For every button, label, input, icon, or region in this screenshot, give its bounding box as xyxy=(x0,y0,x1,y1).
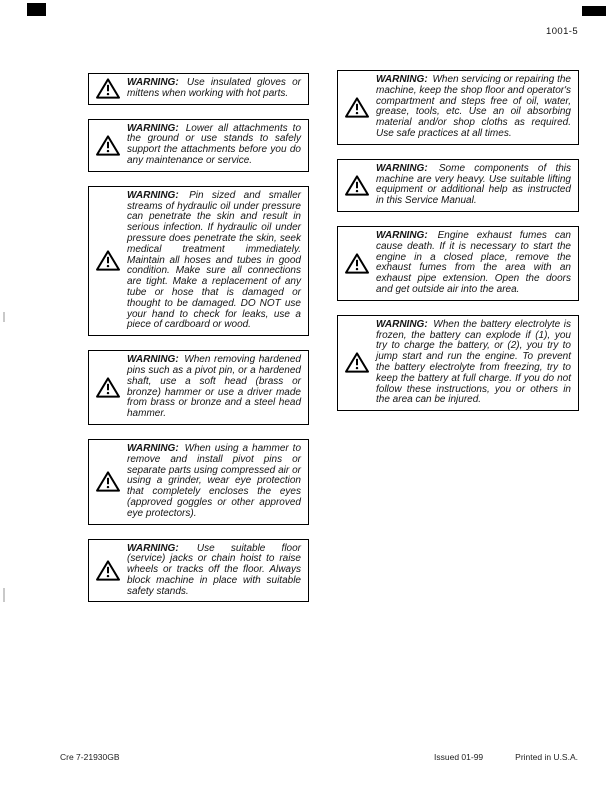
warning-text xyxy=(127,444,301,520)
warning-label: WARNING: xyxy=(127,122,179,134)
warning-triangle-icon xyxy=(342,175,372,196)
warning-text xyxy=(376,164,571,207)
warning-body-text: Use insulated gloves or mittens when working with hot parts. xyxy=(127,77,301,99)
warning-body-text: Lower all attachments to the ground or use stands to safely support the attachments before you do any maintenance or service. xyxy=(127,122,302,166)
warning-label: WARNING: xyxy=(376,162,428,174)
footer-right-group xyxy=(434,752,578,762)
warning-label: WARNING: xyxy=(127,189,179,201)
warning-label: WARNING: xyxy=(376,318,428,330)
warning-box xyxy=(88,186,309,336)
left-column xyxy=(88,73,309,616)
warning-box xyxy=(337,70,579,145)
warning-label: WARNING: xyxy=(127,442,179,454)
scan-artifact-top-left xyxy=(27,3,46,16)
warning-text xyxy=(127,544,301,598)
footer-doc-code: Cre 7-21930GB xyxy=(60,752,120,762)
warning-triangle-icon xyxy=(342,253,372,274)
warning-label: WARNING: xyxy=(127,77,179,88)
warning-body-text: When using a hammer to remove and install pivot pins or separate parts using compressed air or using a grinder, wear eye protection that completely encloses the eyes (approved goggles or other approved eye protectors). xyxy=(127,442,302,519)
warning-body-text: Some components of this machine are very heavy. Use suitable lifting equipment or additional help as instructed in this Service Manual. xyxy=(376,162,572,207)
warning-triangle-icon xyxy=(93,471,123,492)
warning-text xyxy=(127,355,301,420)
warning-text xyxy=(127,78,301,100)
warning-box xyxy=(88,119,309,172)
warning-body-text: Pin sized and smaller streams of hydraulic oil under pressure can penetrate the skin and result in serious infection. If hydraulic oil under pressure does penetrate the skin, seek medical treatment immediately. Maintain all hoses and tubes in good condition. Make sure all connections are tight. Make a replacement of any tube or hose that is damaged or thought to be damaged. DO NOT use your hand to check for leaks, use a piece of cardboard or wood. xyxy=(127,189,301,331)
warning-box xyxy=(88,439,309,525)
warning-box xyxy=(88,539,309,603)
warning-triangle-icon xyxy=(93,135,123,156)
warning-box xyxy=(88,350,309,425)
warning-label: WARNING: xyxy=(376,74,428,85)
warning-triangle-icon xyxy=(93,377,123,398)
warning-box xyxy=(337,315,579,411)
right-column xyxy=(337,70,579,425)
footer-printed-in: Printed in U.S.A. xyxy=(515,752,578,762)
warning-text xyxy=(127,124,301,167)
page-number: 1001-5 xyxy=(546,26,578,37)
warning-triangle-icon xyxy=(93,78,123,99)
footer-issued-date: Issued 01-99 xyxy=(434,752,484,762)
warning-label: WARNING: xyxy=(127,542,179,554)
warning-box xyxy=(337,159,579,212)
warning-label: WARNING: xyxy=(127,354,179,366)
warning-box xyxy=(337,226,579,301)
warning-text xyxy=(127,191,301,331)
warning-triangle-icon xyxy=(93,560,123,581)
warning-box xyxy=(88,73,309,105)
scan-artifact-top-right xyxy=(582,6,606,16)
warning-body-text: Engine exhaust fumes can cause death. If it is necessary to start the engine in a closed place, remove the exhaust fumes from the area with an exhaust pipe extension. Open the doors and get outside air into the area. xyxy=(376,229,571,295)
warning-body-text: When servicing or repairing the machine, keep the shop floor and operator's compartment and steps free of oil, water, grease, tools, etc. Use an oil absorbing material and/or shop cloths as required. Use safe practices at all times. xyxy=(376,74,571,139)
warning-text xyxy=(376,231,571,296)
warning-text xyxy=(376,75,571,140)
warning-label: WARNING: xyxy=(376,229,428,241)
warning-text xyxy=(376,320,571,406)
warning-body-text: Use suitable floor (service) jacks or chain hoist to raise wheels or tracks off the floor. Always block machine in place with suitable safety stands. xyxy=(127,542,302,597)
warning-body-text: When the battery electrolyte is frozen, the battery can explode if (1), you try to charge the battery, or (2), you try to jump start and run the engine. To prevent the battery electrolyte from freezing, try to keep the battery at full charge. If you do not follow these instructions, you or others in the area can be injured. xyxy=(376,318,571,406)
warning-triangle-icon xyxy=(342,97,372,118)
warning-triangle-icon xyxy=(342,352,372,373)
scan-artifact-left-edge xyxy=(3,312,5,322)
warning-body-text: When removing hardened pins such as a pivot pin, or a hardened shaft, use a soft head (brass or bronze) hammer or use a driver made from brass or bronze and a steel head hammer. xyxy=(127,354,301,420)
warning-triangle-icon xyxy=(93,250,123,271)
scan-artifact-left-edge xyxy=(3,588,5,602)
